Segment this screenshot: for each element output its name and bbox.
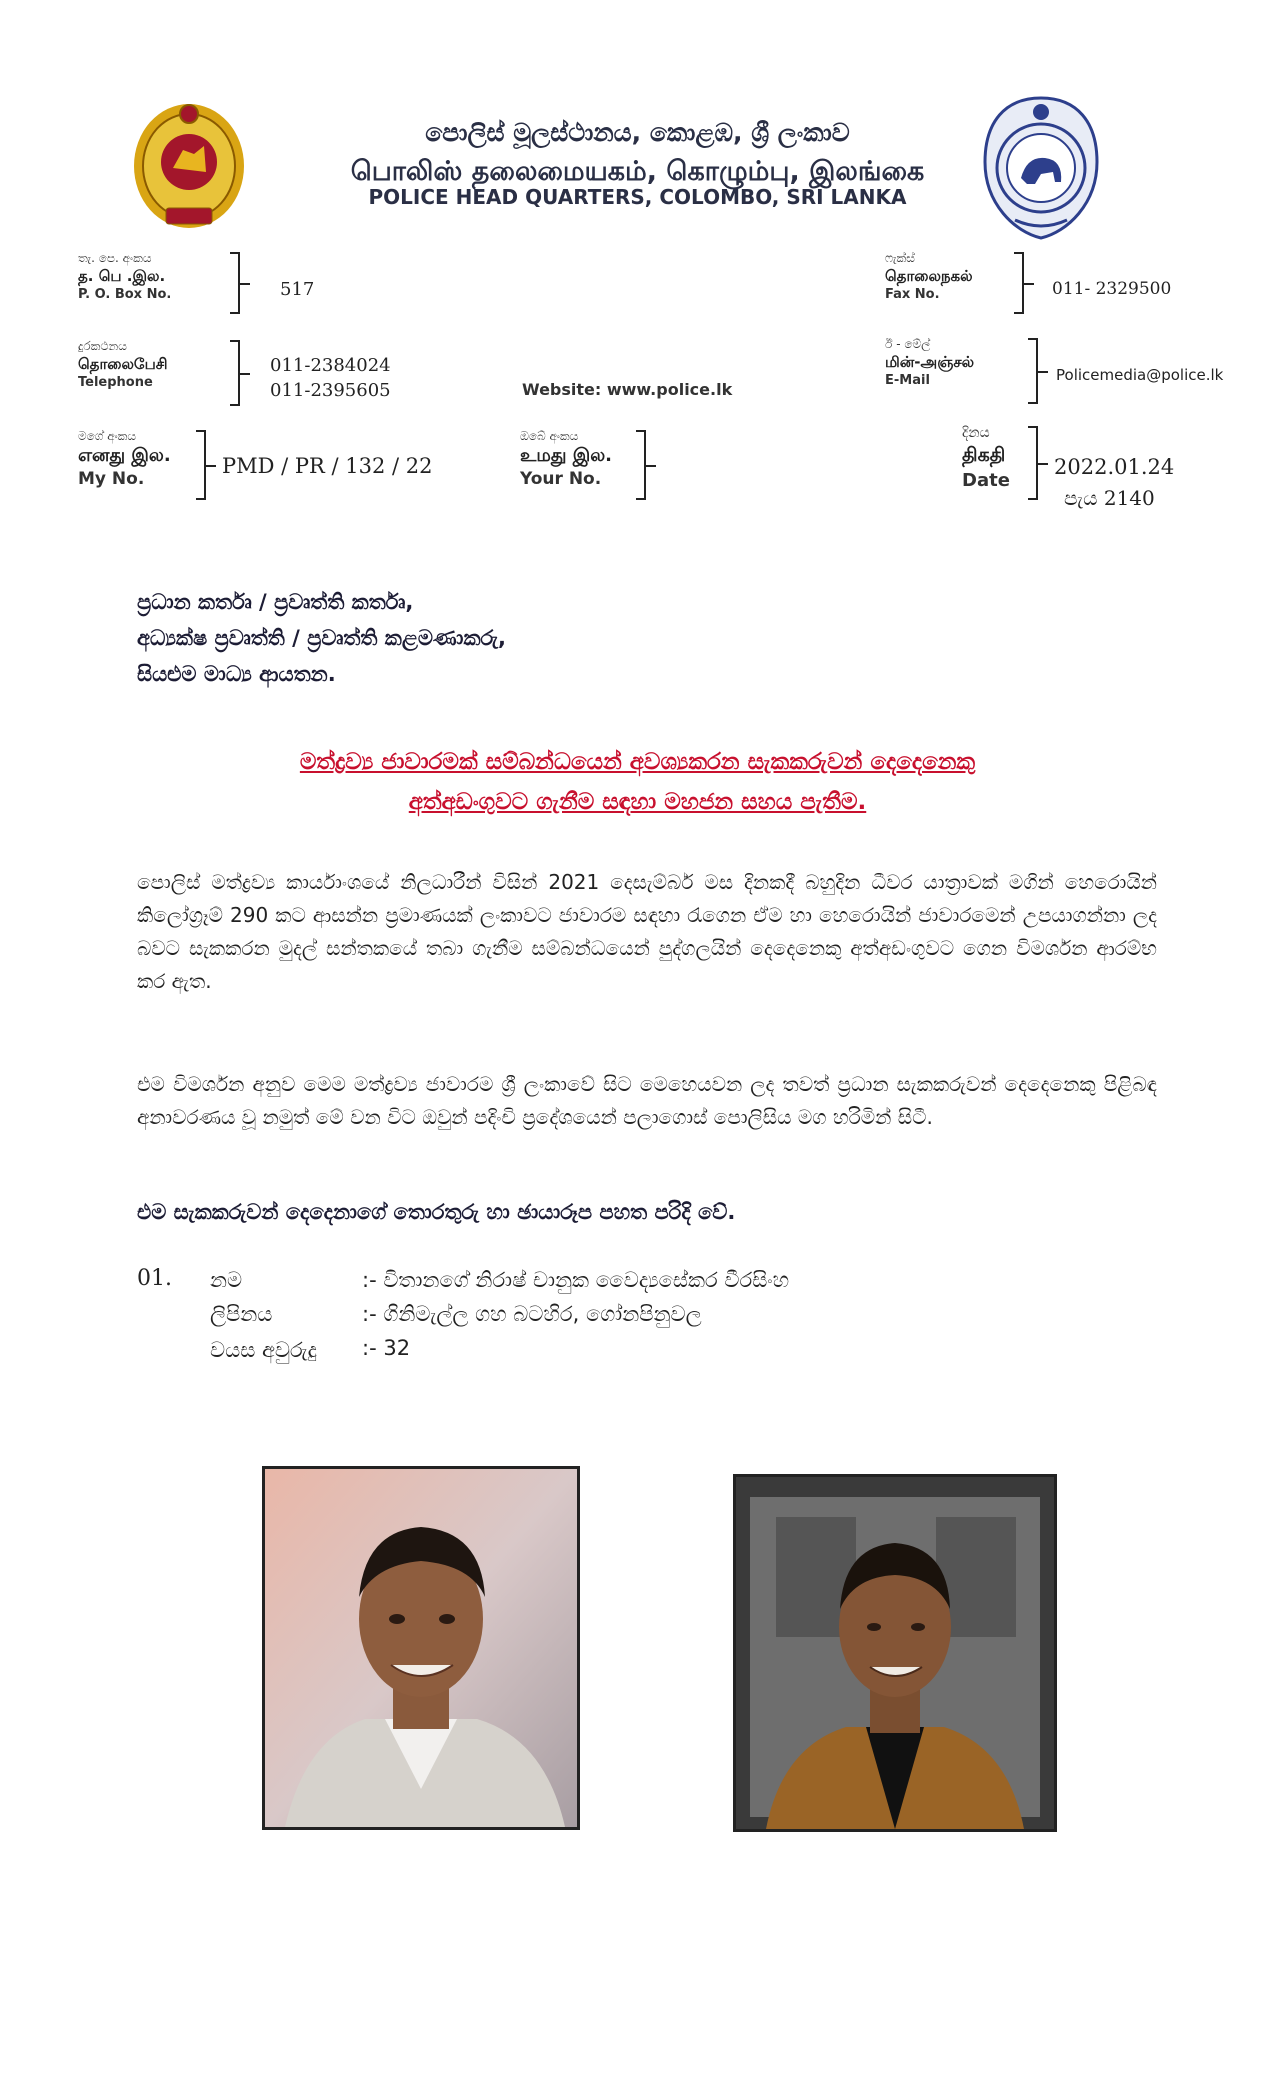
header-title-english: POLICE HEAD QUARTERS, COLOMBO, SRI LANKA [368, 185, 907, 209]
body-paragraph-2: එම විමර්ශන අනුව මෙම මත්ද්‍රව්‍ය ජාවාරම ශ්‍රී ලංකාවේ සිට මෙහෙයවන ලද තවත් ප්‍රධාන සැකකරුවන් දෙදෙනෙකු පිළිබඳ අනාවරණය වූ නමුත් මේ වන විට ඔවුන් පදිංචි ප්‍රදේශයෙන් පලාගොස් පොලිසිය මග හරිමින් සිටී. [137, 1072, 1157, 1129]
suspect-age-value: :- 32 [362, 1336, 411, 1360]
telephone-value-2: 011-2395605 [270, 380, 391, 401]
my-number-label: මගේ අංකය எனது இல. My No. [78, 429, 171, 490]
telephone-bracket [230, 340, 240, 406]
info-intro-line: එම සැකකරුවන් දෙදෙනාගේ තොරතුරු හා ඡායාරූප පහත පරිදි වේ. [137, 1200, 736, 1224]
header-title-sinhala: පොලිස් මූලස්ථානය, කොළඹ, ශ්‍රී ලංකාව [425, 118, 850, 147]
notice-title-line-1: මත්ද්‍රව්‍ය ජාවාරමක් සම්බන්ධයෙන් අවශ්‍යකරන සැකකරුවන් දෙදෙනෙකු [299, 749, 976, 775]
header-title-tamil: பொலிஸ் தலைமையகம், கொழும்பு, இலங்கை [350, 156, 925, 187]
suspect-photo-1 [262, 1466, 580, 1830]
email-bracket [1028, 338, 1038, 404]
suspect-photo-2 [733, 1474, 1057, 1832]
po-box-label: තැ. පෙ. අංකය த. பெ .இல. P. O. Box No. [78, 251, 172, 303]
your-number-label: ඔබේ අංකය உமது இல. Your No. [520, 429, 612, 490]
your-number-bracket [636, 430, 646, 500]
fax-label: ෆැක්ස් தொலைநகல் Fax No. [885, 251, 973, 303]
date-bracket [1028, 426, 1038, 500]
fax-bracket [1014, 252, 1024, 314]
email-value: Policemedia@police.lk [1056, 366, 1224, 384]
addressee-line: අධ්‍යක්ෂ ප්‍රවෘත්ති / ප්‍රවෘත්ති කළමණාකරු, [137, 626, 507, 650]
addressee-line: සියළුම මාධ්‍ය ආයතන. [137, 662, 336, 686]
suspect-age-label: වයස අවුරුදු [210, 1338, 317, 1362]
suspect-photo-2-image [736, 1477, 1054, 1829]
time-value: පැය 2140 [1064, 486, 1155, 510]
addressee-block [137, 584, 506, 692]
telephone-value-1: 011-2384024 [270, 355, 391, 376]
telephone-label: දුරකථනය தொலைபேசி Telephone [78, 339, 168, 391]
addressee-line: ප්‍රධාන කර්තෘ / ප්‍රවෘත්ති කර්තෘ, [137, 590, 414, 614]
po-box-value: 517 [280, 279, 315, 300]
fax-value: 011- 2329500 [1052, 279, 1172, 299]
my-number-bracket [196, 430, 206, 500]
suspect-name-value: :- විතානගේ නිරාෂ් චානුක වෛද්‍යසේකර වීරසිංහ [362, 1268, 790, 1292]
notice-title-line-2: අත්අඩංගුවට ගැනීම සඳහා මහජන සහය පැතීම. [408, 789, 867, 815]
suspect-address-label: ලිපිනය [210, 1302, 273, 1326]
suspect-photo-1-image [265, 1469, 577, 1827]
suspect-address-value: :- ගිනිමැල්ල ගහ බටහිර, ගෝනපිනුවල [362, 1302, 702, 1326]
my-number-value: PMD / PR / 132 / 22 [222, 454, 433, 478]
email-label: ඊ - මේල් மின்-அஞ்சல் E-Mail [885, 337, 975, 389]
body-paragraph-1: පොලිස් මත්ද්‍රව්‍ය කාර්යාංශයේ නිලධාරීන් විසින් 2021 දෙසැම්බර් මස දිනකදී බහුදින ධීවර යාත්‍රාවක් මගින් හෙරොයින් කිලෝග්‍රෑම් 290 කට ආසන්න ප්‍රමාණයක් ලංකාවට ජාවාරම සඳහා රැගෙන ඒම හා හෙරොයින් ජාවාරමෙන් උපයාගන්නා ලද බවට සැකකරන මුදල් සන්තකයේ තබා ගැනීම සම්බන්ධයෙන් පුද්ගලයින් දෙදෙනෙකු අත්අඩංගුවට ගෙන විමර්ශන ආරම්භ කර ඇත. [137, 870, 1157, 993]
suspect-number: 01. [137, 1266, 172, 1291]
website-text: Website: www.police.lk [522, 380, 733, 399]
date-value: 2022.01.24 [1054, 455, 1175, 479]
suspect-name-label: නම [210, 1268, 243, 1292]
date-label: දිනය திகதி Date [962, 425, 1010, 491]
po-box-bracket [230, 252, 240, 314]
